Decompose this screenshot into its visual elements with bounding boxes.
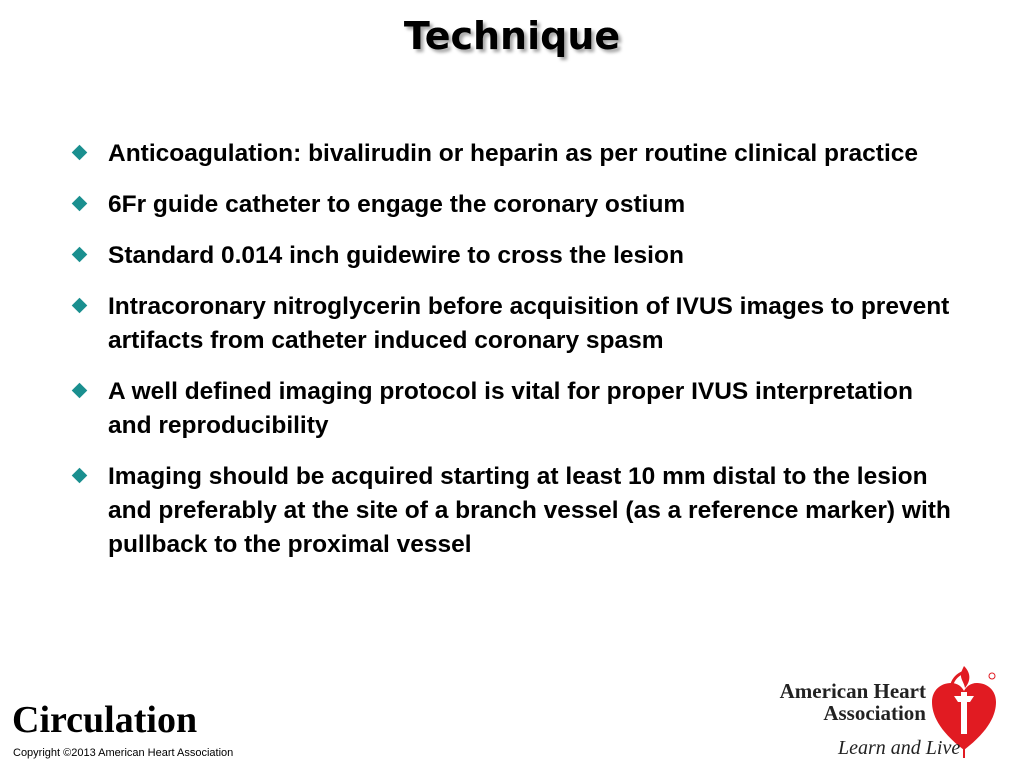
bullet-text: A well defined imaging protocol is vital for proper IVUS interpretation and reproducibility [108, 378, 913, 439]
bullet-item [72, 290, 952, 358]
bullet-text: Intracoronary nitroglycerin before acquisition of IVUS images to prevent artifacts from catheter induced coronary spasm [108, 293, 950, 354]
slide-title: Technique [403, 14, 621, 58]
bullet-item [72, 188, 952, 222]
diamond-bullet-icon [72, 196, 88, 212]
bullet-item [72, 137, 952, 171]
bullet-text: Standard 0.014 inch guidewire to cross the lesion [108, 242, 684, 269]
aha-name-line1: American Heart [779, 679, 926, 703]
diamond-bullet-icon [72, 383, 88, 399]
aha-tagline: Learn and Live [838, 737, 961, 759]
copyright-notice: Copyright ©2013 American Heart Association [13, 747, 234, 759]
bullet-item [72, 375, 952, 443]
diamond-bullet-icon [72, 145, 88, 161]
bullet-text: 6Fr guide catheter to engage the coronary ostium [108, 191, 686, 218]
bullet-item [72, 460, 952, 562]
bullet-text: Imaging should be acquired starting at least 10 mm distal to the lesion and preferably at the site of a branch vessel (as a reference marker) with pullback to the proximal vessel [108, 463, 951, 558]
aha-name-line2: Association [823, 701, 926, 725]
diamond-bullet-icon [72, 298, 88, 314]
aha-name [780, 680, 926, 724]
bullet-text: Anticoagulation: bivalirudin or heparin as per routine clinical practice [108, 140, 919, 167]
aha-logo-block [779, 662, 1008, 762]
bullet-item [72, 239, 952, 273]
diamond-bullet-icon [72, 468, 88, 484]
diamond-bullet-icon [72, 247, 88, 263]
bullet-list [72, 137, 952, 579]
journal-logo: Circulation [12, 699, 198, 741]
